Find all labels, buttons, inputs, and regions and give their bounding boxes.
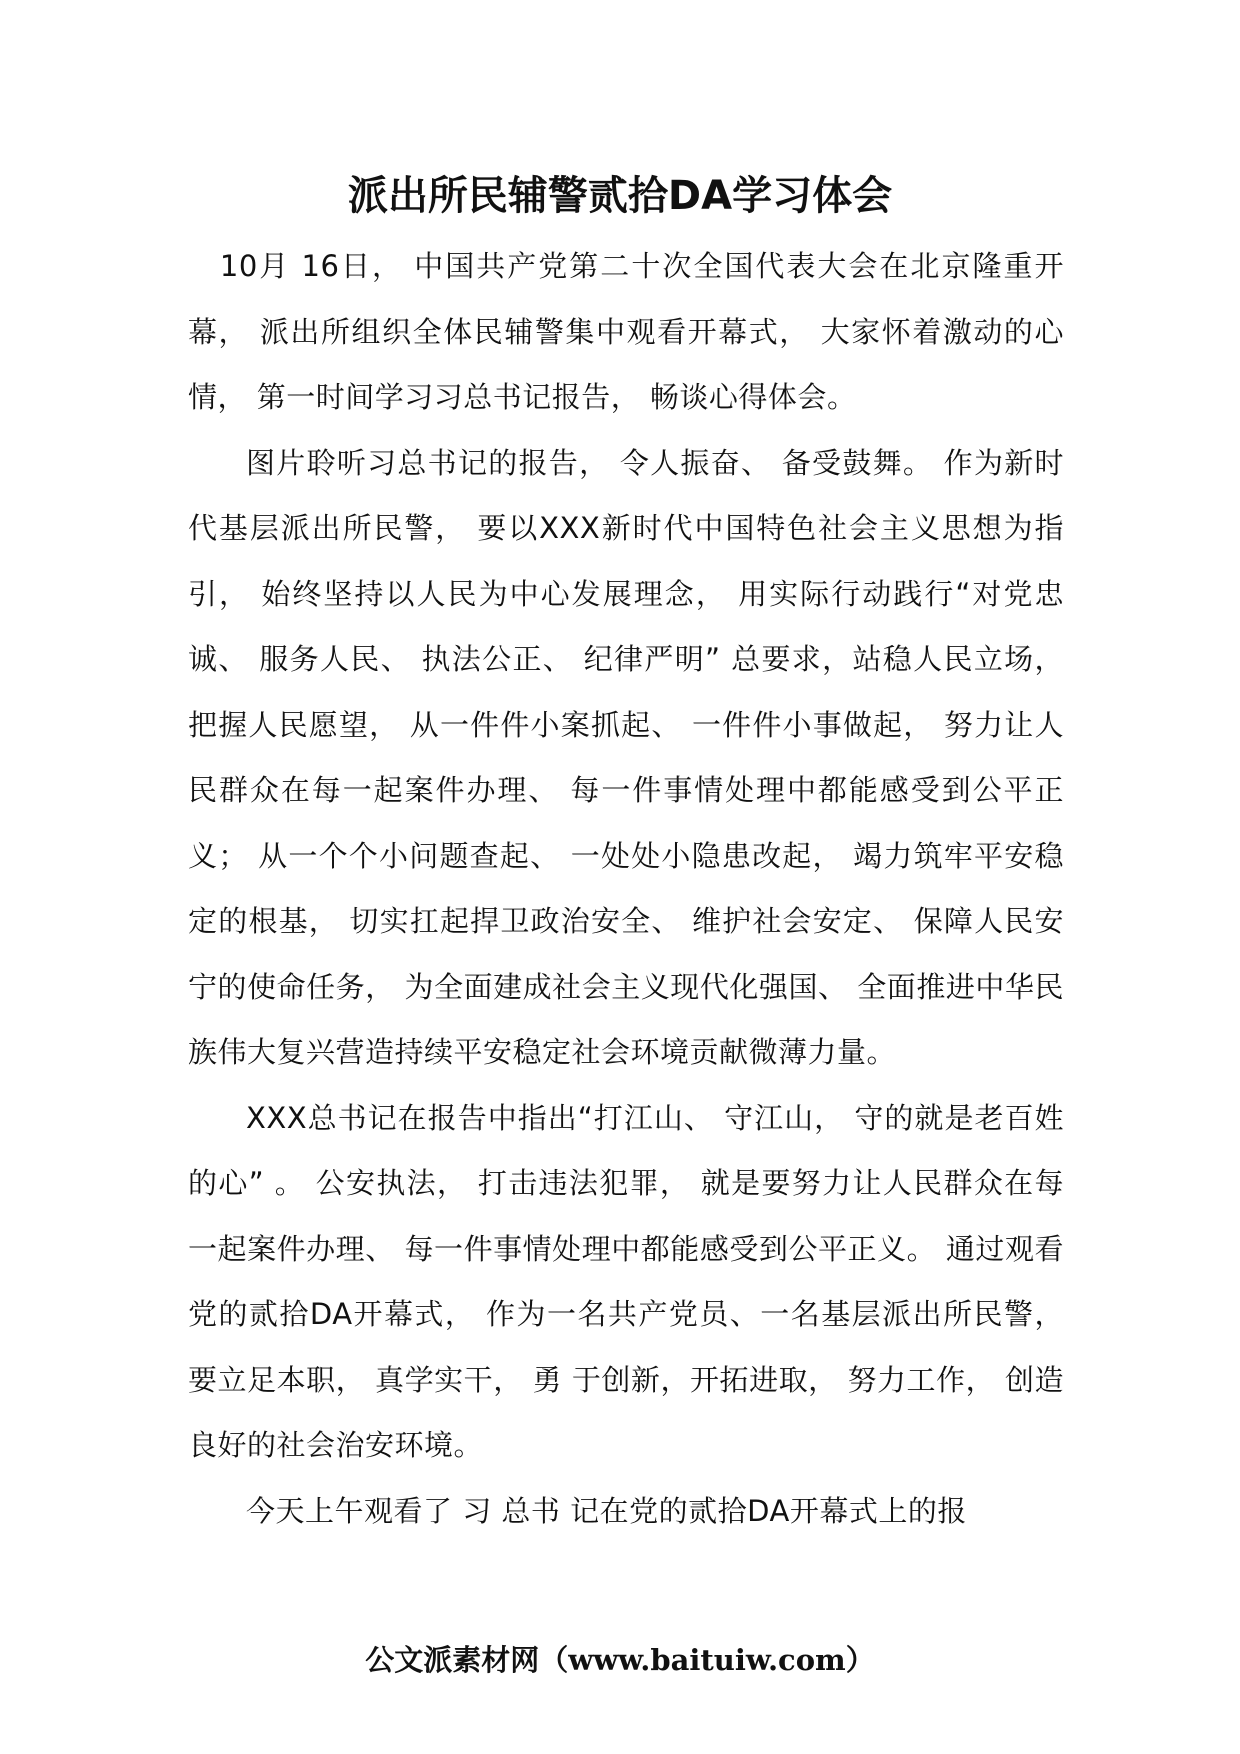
paragraph-2: 图片聆听习总书记的报告， 令人振奋、 备受鼓舞。 作为新时代基层派出所民警， 要以XXX新时代中国特色社会主义思想为指引， 始终坚持以人民为中心发展理念， 用实际行动践行“对党忠诚、 服务人民、 执法公正、 纪律严明” 总要求，站稳人民立场， 把握人民愿望， 从一件件小案抓起、 一件件小事做起， 努力让人民群众在每一起案件办理、 每一件事情处理中都能感受到公平正义； 从一个个小问题查起、 一处处小隐患改起， 竭力筑牢平安稳定的根基， 切实扛起捍卫政治安全、 维护社会安定、 保障人民安宁的使命任务， 为全面建成社会主义现代化强国、 全面推进中华民族伟大复兴营造持续平安稳定社会环境贡献微薄力量。 xyxy=(188,445,1064,1069)
paragraph-1: 10月 16日， 中国共产党第二十次全国代表大会在北京隆重开幕， 派出所组织全体民辅警集中观看开幕式， 大家怀着激动的心情， 第一时间学习习总书记报告， 畅谈心得体会。 xyxy=(188,249,1064,414)
paragraph-3: XXX总书记在报告中指出“打江山、 守江山， 守的就是老百姓的心” 。 公安执法， 打击违法犯罪， 就是要努力让人民群众在每一起案件办理、 每一件事情处理中都能感受到公平正义。 通过观看党的贰拾DA开幕式， 作为一名共产党员、一名基层派出所民警， 要立足本职， 真学实干， 勇 于创新，开拓进取， 努力工作， 创造良好的社会治安环境。 xyxy=(188,1100,1064,1462)
document-body xyxy=(188,234,1064,1544)
paragraph-4: 今天上午观看了 习 总书 记在党的贰拾DA开幕式上的报 xyxy=(246,1493,967,1528)
page-footer-watermark: 公文派素材网（www.baituiw.com） xyxy=(365,1643,875,1677)
document-title: 派出所民辅警贰拾DA学习体会 xyxy=(347,173,893,219)
